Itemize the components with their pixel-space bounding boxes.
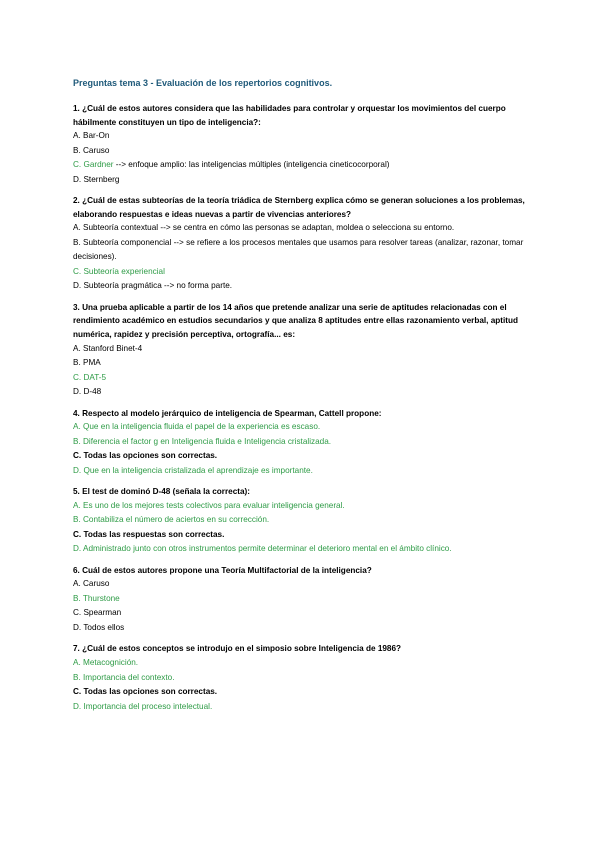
option-label: D. Subteoría pragmática --> no forma parte.	[73, 281, 233, 291]
question-block	[73, 301, 529, 400]
option-label: C. Subteoría experiencial	[73, 266, 165, 276]
document-content	[73, 78, 529, 721]
answer-option	[73, 577, 529, 592]
answer-option	[73, 129, 529, 144]
correct-answer-option	[73, 499, 529, 514]
question-text: 4. Respecto al modelo jerárquico de inteligencia de Spearman, Cattell propone:	[73, 408, 382, 418]
option-label: D. D-48	[73, 387, 102, 397]
option-label: C. Gardner	[73, 160, 114, 170]
question-block	[73, 194, 529, 294]
option-label: C. Todas las respuestas son correctas.	[73, 529, 225, 539]
correct-answer-option	[73, 656, 529, 671]
option-label: B. Thurstone	[73, 593, 120, 603]
correct-answer-option	[73, 671, 529, 686]
question-text: 7. ¿Cuál de estos conceptos se introdujo en el simposio sobre Inteligencia de 1986?	[73, 644, 402, 654]
correct-answer-option	[73, 371, 529, 386]
question-text: 1. ¿Cuál de estos autores considera que las habilidades para controlar y orquestar los movimientos del cuerpo hábilmente constituyen un tipo de inteligencia?:	[73, 104, 506, 127]
option-label: D. Importancia del proceso intelectual.	[73, 701, 213, 711]
option-label: A. Caruso	[73, 579, 110, 589]
correct-answer-option	[73, 464, 529, 479]
correct-answer-option	[73, 265, 529, 280]
question-list	[73, 102, 529, 714]
option-label: A. Stanford Binet-4	[73, 343, 143, 353]
option-note: --> enfoque amplio: las inteligencias múltiples (inteligencia cineticocorporal)	[113, 160, 390, 170]
option-label: B. Subteoría componencial --> se refiere a los procesos mentales que usamos para resolver tareas (analizar, razonar, tomar decisiones).	[73, 237, 524, 262]
option-label: D. Administrado junto con otros instrumentos permite determinar el deterioro mental en el ámbito clínico.	[73, 544, 452, 554]
option-label: B. Importancia del contexto.	[73, 672, 175, 682]
option-label: A. Es uno de los mejores tests colectivos para evaluar inteligencia general.	[73, 500, 345, 510]
document-title: Preguntas tema 3 - Evaluación de los repertorios cognitivos.	[73, 78, 333, 88]
question-block	[73, 407, 529, 479]
answer-option	[73, 385, 529, 400]
answer-option	[73, 685, 529, 700]
correct-answer-option	[73, 700, 529, 715]
answer-option	[73, 279, 529, 294]
option-label: C. Todas las opciones son correctas.	[73, 687, 218, 697]
option-label: C. Spearman	[73, 608, 122, 618]
option-label: A. Que en la inteligencia fluida el papel de la experiencia es escaso.	[73, 422, 321, 432]
option-label: B. Caruso	[73, 145, 110, 155]
option-label: B. Contabiliza el número de aciertos en su corrección.	[73, 515, 270, 525]
correct-answer-option	[73, 542, 529, 557]
question-block	[73, 642, 529, 714]
question-text: 2. ¿Cuál de estas subteorías de la teoría triádica de Sternberg explica cómo se generan soluciones a los problemas, elaborando respuestas e ideas nuevas a partir de vivencias anteriores?	[73, 196, 525, 219]
answer-option	[73, 449, 529, 464]
correct-answer-option	[73, 420, 529, 435]
option-label: C. Todas las opciones son correctas.	[73, 451, 218, 461]
question-block	[73, 564, 529, 636]
option-label: D. Que en la inteligencia cristalizada el aprendizaje es importante.	[73, 465, 313, 475]
option-label: C. DAT-5	[73, 372, 107, 382]
question-block	[73, 102, 529, 187]
option-label: A. Metacognición.	[73, 658, 139, 668]
option-label: D. Sternberg	[73, 174, 120, 184]
correct-answer-option	[73, 435, 529, 450]
option-label: A. Subteoría contextual --> se centra en cómo las personas se adaptan, moldea o selecciona su entorno.	[73, 223, 455, 233]
answer-option	[73, 356, 529, 371]
question-block	[73, 485, 529, 557]
correct-answer-option	[73, 158, 529, 173]
question-text: 6. Cuál de estos autores propone una Teoría Multifactorial de la inteligencia?	[73, 565, 372, 575]
answer-option	[73, 528, 529, 543]
option-label: B. PMA	[73, 358, 101, 368]
answer-option	[73, 236, 529, 265]
option-label: B. Diferencia el factor g en Inteligencia fluida e Inteligencia cristalizada.	[73, 436, 332, 446]
option-label: D. Todos ellos	[73, 622, 125, 632]
answer-option	[73, 144, 529, 159]
option-label: A. Bar-On	[73, 131, 110, 141]
correct-answer-option	[73, 592, 529, 607]
answer-option	[73, 342, 529, 357]
answer-option	[73, 621, 529, 636]
answer-option	[73, 606, 529, 621]
answer-option	[73, 221, 529, 236]
question-text: 5. El test de dominó D-48 (señala la correcta):	[73, 487, 250, 497]
correct-answer-option	[73, 513, 529, 528]
answer-option	[73, 173, 529, 188]
question-text: 3. Una prueba aplicable a partir de los 14 años que pretende analizar una serie de aptitudes relacionadas con el rendimiento académico en estudios secundarios y que analiza 8 aptitudes entre ellas razonamiento verbal, aptitud numérica, rapidez y precisión perceptiva, ortografía... es:	[73, 302, 518, 340]
